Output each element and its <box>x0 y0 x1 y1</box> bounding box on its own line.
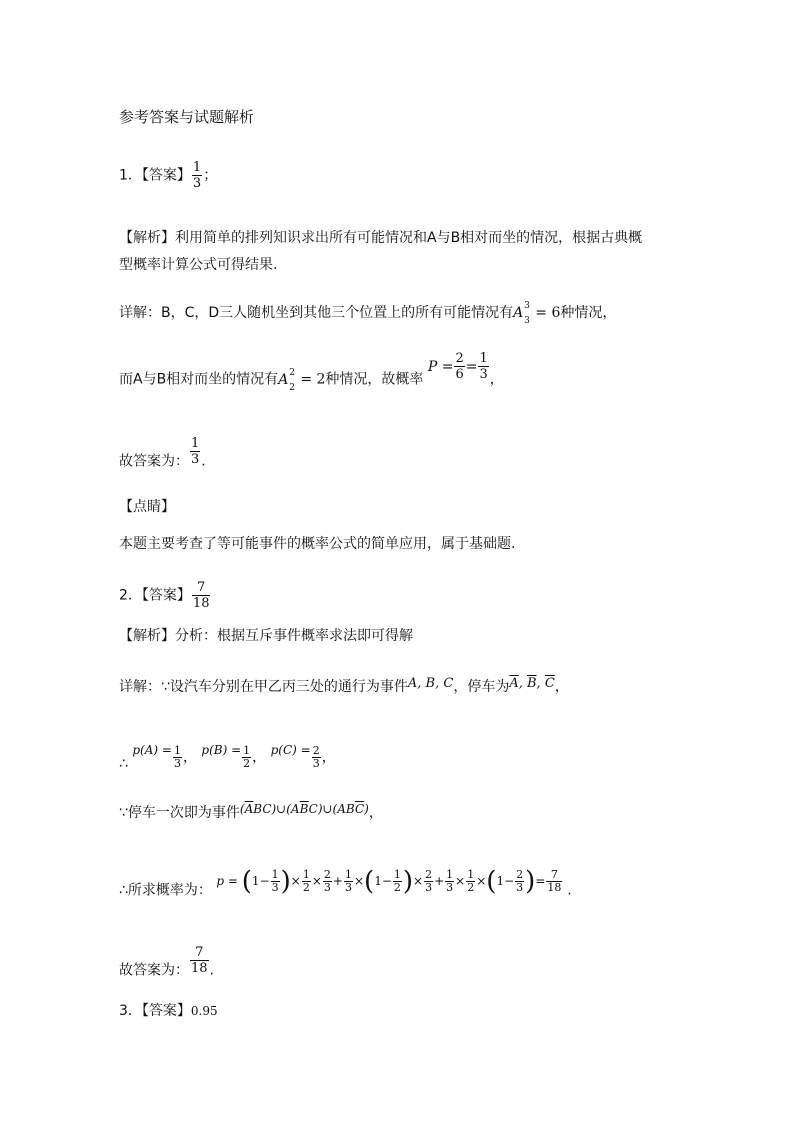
q1-final-answer <box>119 436 206 477</box>
q1-jiexi-line2: 型概率计算公式可得结果. <box>119 257 278 273</box>
q1-detail2-pre: 而A与B相对而坐的情况有 <box>119 371 279 388</box>
q2-sep1: ， <box>182 749 197 766</box>
q2-jiexi-line <box>119 626 413 646</box>
q2-detail1-post: ， <box>554 679 569 695</box>
q2-answer-label: 2．【答案】 <box>119 587 191 604</box>
q1-detail1-pre: 详解：B，C，D三人随机坐到其他三个位置上的所有可能情况有 <box>119 305 514 321</box>
q1-probability-expr: P = $\frac{2}{6}$ = $\frac{1}{3}$ <box>427 351 488 382</box>
q2-final-suffix: . <box>209 962 214 979</box>
page-title: 参考答案与试题解析 <box>119 108 255 126</box>
q3-answer-value: 0.95 <box>190 1004 218 1018</box>
q1-jiexi-tag: 【解析】 <box>119 230 175 246</box>
q1-final-suffix: . <box>201 453 206 470</box>
q2-detail1-mid: ，停车为 <box>453 679 510 695</box>
q2-stop-pre: ∵停车一次即为事件 <box>119 805 240 821</box>
q1-final-fraction: $\frac{1}{3}$ <box>191 436 200 467</box>
q2-total-expression: p = (1− $\frac{1}{3}$ )× $\frac{1}{2}$ × $\frac{2}{3}$ + $\frac{1}{3}$ ×(1− $\frac{1}{2}$ )× $\frac{2}{3}$ + $\frac{1}{3}$ × $\frac{1}{2}$ ×(1− $\frac{2}{3}$ )= $\frac{7}{18}$ <box>216 866 562 896</box>
q2-detail1-pre: 详解：∵设汽车分别在甲乙丙三处的通行为事件 <box>119 679 408 695</box>
q1-answer-line <box>119 160 217 191</box>
q2-jiexi-tag: 【解析】 <box>119 628 175 644</box>
q2-final-fraction: $\frac{7}{18}$ <box>191 945 208 976</box>
q1-permutation-a22: A 2 2 <box>278 367 295 393</box>
q2-pC: p(C) = $\frac{2}{3}$ <box>270 742 320 770</box>
q1-answer-suffix: ； <box>203 167 218 184</box>
therefore-symbol: ∴ <box>119 755 128 772</box>
q1-detail-line1 <box>119 301 617 326</box>
q1-answer-label: 1．【答案】 <box>119 167 191 184</box>
q2-sep3: ， <box>321 749 336 766</box>
q2-stop-post: ， <box>368 805 383 821</box>
q1-jiexi-line1 <box>119 228 642 248</box>
q2-total-pre: ∴所求概率为： <box>119 882 212 899</box>
q2-prob-line <box>119 742 336 772</box>
q2-pA: p(A) = $\frac{1}{3}$ <box>132 742 181 770</box>
q3-answer-label: 3．【答案】 <box>119 1003 191 1019</box>
q2-total-line <box>119 866 572 904</box>
q1-prob-suffix: ， <box>489 371 504 388</box>
q1-a33-rhs: = 6 <box>535 305 561 321</box>
q1-dianjing-text: 本题主要考查了等可能事件的概率公式的简单应用，属于基础题. <box>119 536 516 552</box>
q1-final-pre: 故答案为： <box>119 453 189 470</box>
q1-detail2-mid: 种情况，故概率 <box>325 371 424 388</box>
q2-answer-line <box>119 580 211 611</box>
q2-stop-event-union: $(\overline{A}BC)\cup(A\overline{B}C)\cup(AB\overline{C})$ <box>239 802 369 816</box>
q2-events: A, B, C <box>407 676 454 691</box>
q1-detail-line2 <box>119 351 504 395</box>
q2-final-pre: 故答案为： <box>119 962 189 979</box>
q1-jiexi-text1: 利用简单的排列知识求出所有可能情况和A与B相对而坐的情况，根据古典概 <box>175 230 643 246</box>
q3-answer-line <box>119 1001 218 1021</box>
q2-sep2: ， <box>252 749 267 766</box>
q1-permutation-a33: A 3 3 <box>513 301 530 326</box>
q1-dianjing-tag: 【点睛】 <box>119 499 175 515</box>
q2-answer-fraction: $\frac{7}{18}$ <box>192 580 210 611</box>
q1-detail1-post: 种情况， <box>560 305 617 321</box>
q2-bar-events: $\overline{A}$, $\overline{B}$, $\overline{C}$ <box>509 676 555 691</box>
q2-final-answer <box>119 945 214 986</box>
q2-pB: p(B) = $\frac{1}{2}$ <box>201 742 251 770</box>
q2-detail-line1 <box>119 677 569 698</box>
q1-answer-fraction: $\frac{1}{3}$ <box>192 160 202 191</box>
q2-jiexi-text: 分析：根据互斥事件概率求法即可得解 <box>175 628 413 644</box>
q2-stop-line <box>119 803 383 823</box>
q2-total-suffix: . <box>567 882 572 899</box>
q1-a22-rhs: = 2 <box>300 371 326 388</box>
